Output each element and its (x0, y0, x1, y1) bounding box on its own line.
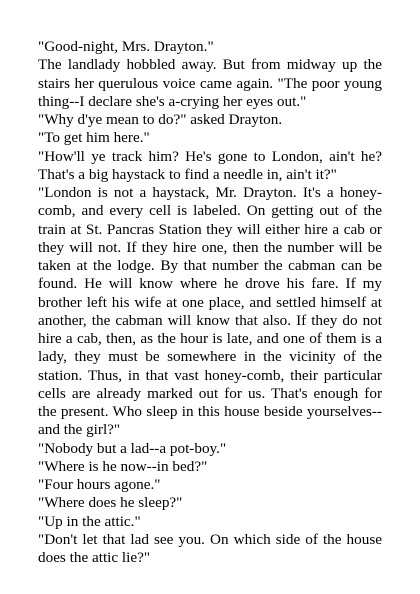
paragraph: "Don't let that lad see you. On which side of the house does the attic lie?" (38, 530, 382, 566)
paragraph: "Good-night, Mrs. Drayton." (38, 38, 214, 55)
paragraph: "London is not a haystack, Mr. Drayton. It's a honey-comb, and every cell is labeled. On getting out of the train at St. Pancras Station they will either hire a cab or they will not. If they hire one, then the number will be taken at the lodge. By that number the cabman can be found. He will know where he drove his fare. If my brother left his wife at one place, and settled himself at another, the cabman will know that also. If they do not hire a cab, then, as the hour is late, and one of them is a lady, they must be somewhere in the vicinity of the station. Thus, in that vast honey-comb, their particular cells are already marked out for us. That's enough for the present. Who sleep in this house beside yourselves--and the girl?" (38, 184, 382, 439)
paragraph: "Where is he now--in bed?" (38, 457, 208, 475)
paragraph: "How'll ye track him? He's gone to London, ain't he? That's a big haystack to find a needle in, ain't it?" (38, 147, 382, 183)
paragraph: "Four hours agone." (38, 476, 161, 493)
paragraph: "Where does he sleep?" (38, 494, 183, 512)
document-page (38, 38, 382, 567)
paragraph: "To get him here." (38, 129, 150, 147)
paragraph: "Nobody but a lad--a pot-boy." (38, 439, 227, 457)
paragraph: The landlady hobbled away. But from midway up the stairs her querulous voice came again. "The poor young thing--I declare she's a-crying her eyes out." (38, 56, 382, 110)
paragraph: "Up in the attic." (38, 512, 141, 530)
paragraph: "Why d'ye mean to do?" asked Drayton. (38, 111, 283, 128)
